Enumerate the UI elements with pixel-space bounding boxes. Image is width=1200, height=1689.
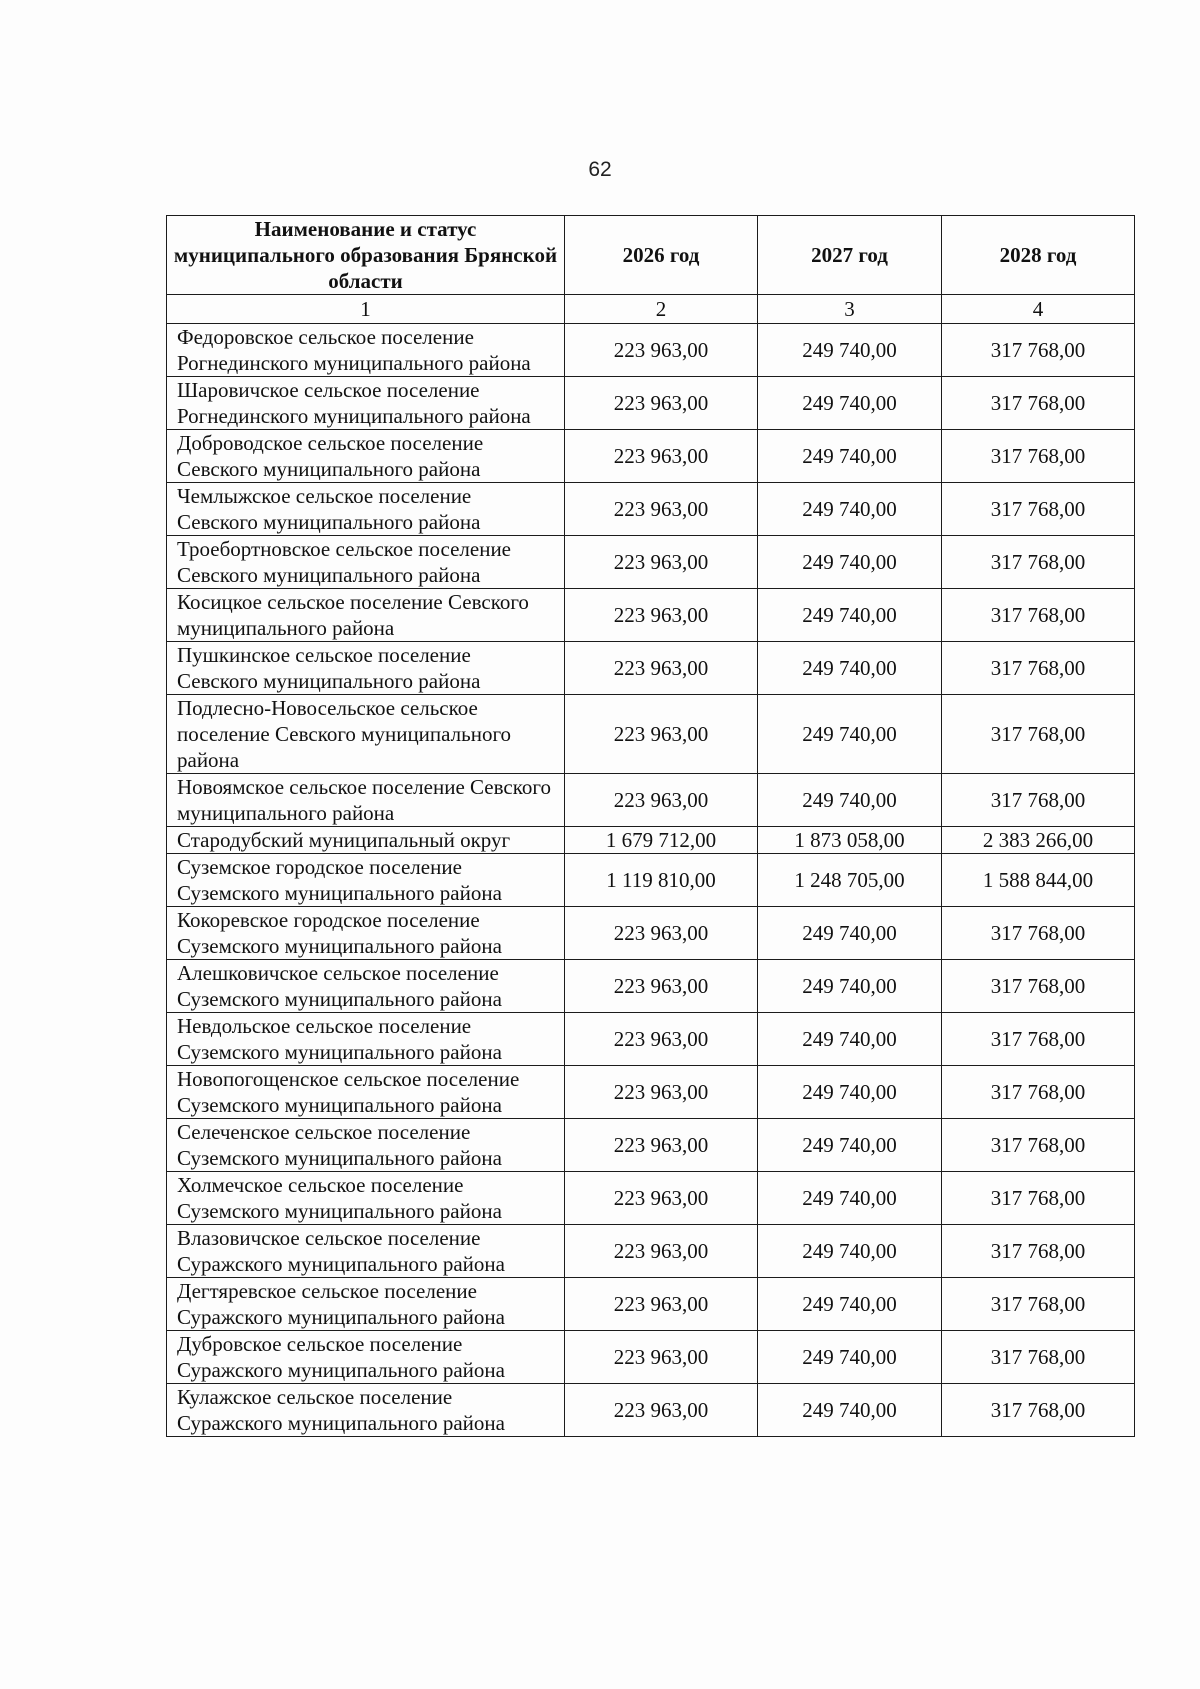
amount-cell-2027: 1 873 058,00 bbox=[758, 827, 942, 854]
municipality-name-cell: Кокоревское городское поселение Суземского муниципального района bbox=[167, 907, 565, 960]
table-row bbox=[167, 377, 1135, 430]
budget-table bbox=[166, 215, 1135, 1437]
amount-cell-2027: 249 740,00 bbox=[758, 430, 942, 483]
table-row bbox=[167, 642, 1135, 695]
municipality-name-cell: Косицкое сельское поселение Севского муниципального района bbox=[167, 589, 565, 642]
amount-cell-2027: 249 740,00 bbox=[758, 1172, 942, 1225]
amount-cell-2026: 223 963,00 bbox=[565, 1119, 758, 1172]
amount-cell-2026: 223 963,00 bbox=[565, 1172, 758, 1225]
column-number: 2 bbox=[565, 295, 758, 324]
amount-cell-2028: 2 383 266,00 bbox=[942, 827, 1135, 854]
amount-cell-2027: 249 740,00 bbox=[758, 1066, 942, 1119]
amount-cell-2026: 223 963,00 bbox=[565, 1278, 758, 1331]
column-number: 3 bbox=[758, 295, 942, 324]
municipality-name-cell: Дегтяревское сельское поселение Суражского муниципального района bbox=[167, 1278, 565, 1331]
column-number: 1 bbox=[167, 295, 565, 324]
table-row bbox=[167, 1013, 1135, 1066]
table-row bbox=[167, 1225, 1135, 1278]
amount-cell-2026: 223 963,00 bbox=[565, 774, 758, 827]
amount-cell-2028: 317 768,00 bbox=[942, 774, 1135, 827]
amount-cell-2026: 223 963,00 bbox=[565, 960, 758, 1013]
amount-cell-2028: 317 768,00 bbox=[942, 695, 1135, 774]
header-row bbox=[167, 216, 1135, 295]
amount-cell-2026: 223 963,00 bbox=[565, 1384, 758, 1437]
amount-cell-2026: 223 963,00 bbox=[565, 907, 758, 960]
table-row bbox=[167, 854, 1135, 907]
municipality-name-cell: Холмечское сельское поселение Суземского муниципального района bbox=[167, 1172, 565, 1225]
municipality-name-cell: Доброводское сельское поселение Севского муниципального района bbox=[167, 430, 565, 483]
municipality-name-cell: Дубровское сельское поселение Суражского муниципального района bbox=[167, 1331, 565, 1384]
amount-cell-2028: 1 588 844,00 bbox=[942, 854, 1135, 907]
amount-cell-2026: 1 679 712,00 bbox=[565, 827, 758, 854]
header-year-2026: 2026 год bbox=[565, 216, 758, 295]
municipality-name-cell: Алешковичское сельское поселение Суземского муниципального района bbox=[167, 960, 565, 1013]
amount-cell-2026: 1 119 810,00 bbox=[565, 854, 758, 907]
amount-cell-2026: 223 963,00 bbox=[565, 377, 758, 430]
table-row bbox=[167, 1172, 1135, 1225]
amount-cell-2028: 317 768,00 bbox=[942, 1225, 1135, 1278]
amount-cell-2028: 317 768,00 bbox=[942, 1066, 1135, 1119]
table-row bbox=[167, 960, 1135, 1013]
amount-cell-2028: 317 768,00 bbox=[942, 642, 1135, 695]
municipality-name-cell: Шаровичское сельское поселение Рогнединского муниципального района bbox=[167, 377, 565, 430]
amount-cell-2027: 249 740,00 bbox=[758, 1013, 942, 1066]
amount-cell-2027: 249 740,00 bbox=[758, 695, 942, 774]
amount-cell-2027: 249 740,00 bbox=[758, 1278, 942, 1331]
table-row bbox=[167, 907, 1135, 960]
amount-cell-2028: 317 768,00 bbox=[942, 536, 1135, 589]
table-body bbox=[167, 324, 1135, 1437]
amount-cell-2026: 223 963,00 bbox=[565, 430, 758, 483]
header-year-2028: 2028 год bbox=[942, 216, 1135, 295]
table-row bbox=[167, 1384, 1135, 1437]
amount-cell-2028: 317 768,00 bbox=[942, 960, 1135, 1013]
amount-cell-2026: 223 963,00 bbox=[565, 1066, 758, 1119]
amount-cell-2028: 317 768,00 bbox=[942, 907, 1135, 960]
amount-cell-2028: 317 768,00 bbox=[942, 324, 1135, 377]
municipality-name-cell: Новоямское сельское поселение Севского муниципального района bbox=[167, 774, 565, 827]
amount-cell-2026: 223 963,00 bbox=[565, 1013, 758, 1066]
amount-cell-2026: 223 963,00 bbox=[565, 324, 758, 377]
amount-cell-2026: 223 963,00 bbox=[565, 589, 758, 642]
amount-cell-2028: 317 768,00 bbox=[942, 377, 1135, 430]
column-number: 4 bbox=[942, 295, 1135, 324]
amount-cell-2028: 317 768,00 bbox=[942, 1013, 1135, 1066]
amount-cell-2027: 249 740,00 bbox=[758, 907, 942, 960]
municipality-name-cell: Новопогощенское сельское поселение Суземского муниципального района bbox=[167, 1066, 565, 1119]
municipality-name-cell: Федоровское сельское поселение Рогнединского муниципального района bbox=[167, 324, 565, 377]
table-row bbox=[167, 1066, 1135, 1119]
amount-cell-2028: 317 768,00 bbox=[942, 1384, 1135, 1437]
amount-cell-2026: 223 963,00 bbox=[565, 536, 758, 589]
amount-cell-2026: 223 963,00 bbox=[565, 642, 758, 695]
municipality-name-cell: Стародубский муниципальный округ bbox=[167, 827, 565, 854]
amount-cell-2027: 249 740,00 bbox=[758, 960, 942, 1013]
municipality-name-cell: Пушкинское сельское поселение Севского муниципального района bbox=[167, 642, 565, 695]
amount-cell-2028: 317 768,00 bbox=[942, 1331, 1135, 1384]
table-row bbox=[167, 695, 1135, 774]
header-municipality: Наименование и статус муниципального образования Брянской области bbox=[167, 216, 565, 295]
table-row bbox=[167, 430, 1135, 483]
table-row bbox=[167, 483, 1135, 536]
amount-cell-2027: 1 248 705,00 bbox=[758, 854, 942, 907]
amount-cell-2028: 317 768,00 bbox=[942, 1119, 1135, 1172]
amount-cell-2028: 317 768,00 bbox=[942, 430, 1135, 483]
amount-cell-2028: 317 768,00 bbox=[942, 483, 1135, 536]
amount-cell-2027: 249 740,00 bbox=[758, 1384, 942, 1437]
amount-cell-2026: 223 963,00 bbox=[565, 1225, 758, 1278]
municipality-name-cell: Кулажское сельское поселение Суражского муниципального района bbox=[167, 1384, 565, 1437]
table-row bbox=[167, 1278, 1135, 1331]
amount-cell-2027: 249 740,00 bbox=[758, 1225, 942, 1278]
table-row bbox=[167, 536, 1135, 589]
municipality-name-cell: Невдольское сельское поселение Суземского муниципального района bbox=[167, 1013, 565, 1066]
table-header bbox=[167, 216, 1135, 324]
table-row bbox=[167, 774, 1135, 827]
municipality-name-cell: Влазовичское сельское поселение Суражского муниципального района bbox=[167, 1225, 565, 1278]
amount-cell-2026: 223 963,00 bbox=[565, 695, 758, 774]
amount-cell-2027: 249 740,00 bbox=[758, 536, 942, 589]
municipality-name-cell: Подлесно-Новосельское сельское поселение Севского муниципального района bbox=[167, 695, 565, 774]
amount-cell-2028: 317 768,00 bbox=[942, 589, 1135, 642]
table-row bbox=[167, 1119, 1135, 1172]
municipality-name-cell: Суземское городское поселение Суземского муниципального района bbox=[167, 854, 565, 907]
municipality-name-cell: Чемлыжское сельское поселение Севского муниципального района bbox=[167, 483, 565, 536]
table-row bbox=[167, 1331, 1135, 1384]
municipality-name-cell: Селеченское сельское поселение Суземского муниципального района bbox=[167, 1119, 565, 1172]
amount-cell-2027: 249 740,00 bbox=[758, 483, 942, 536]
amount-cell-2028: 317 768,00 bbox=[942, 1278, 1135, 1331]
amount-cell-2027: 249 740,00 bbox=[758, 1119, 942, 1172]
amount-cell-2026: 223 963,00 bbox=[565, 1331, 758, 1384]
column-number-row bbox=[167, 295, 1135, 324]
header-year-2027: 2027 год bbox=[758, 216, 942, 295]
amount-cell-2026: 223 963,00 bbox=[565, 483, 758, 536]
amount-cell-2028: 317 768,00 bbox=[942, 1172, 1135, 1225]
amount-cell-2027: 249 740,00 bbox=[758, 589, 942, 642]
amount-cell-2027: 249 740,00 bbox=[758, 324, 942, 377]
amount-cell-2027: 249 740,00 bbox=[758, 774, 942, 827]
amount-cell-2027: 249 740,00 bbox=[758, 1331, 942, 1384]
table-row bbox=[167, 589, 1135, 642]
amount-cell-2027: 249 740,00 bbox=[758, 642, 942, 695]
municipality-name-cell: Троебортновское сельское поселение Севского муниципального района bbox=[167, 536, 565, 589]
page-number: 62 bbox=[588, 158, 612, 181]
table-row bbox=[167, 324, 1135, 377]
amount-cell-2027: 249 740,00 bbox=[758, 377, 942, 430]
table-row bbox=[167, 827, 1135, 854]
